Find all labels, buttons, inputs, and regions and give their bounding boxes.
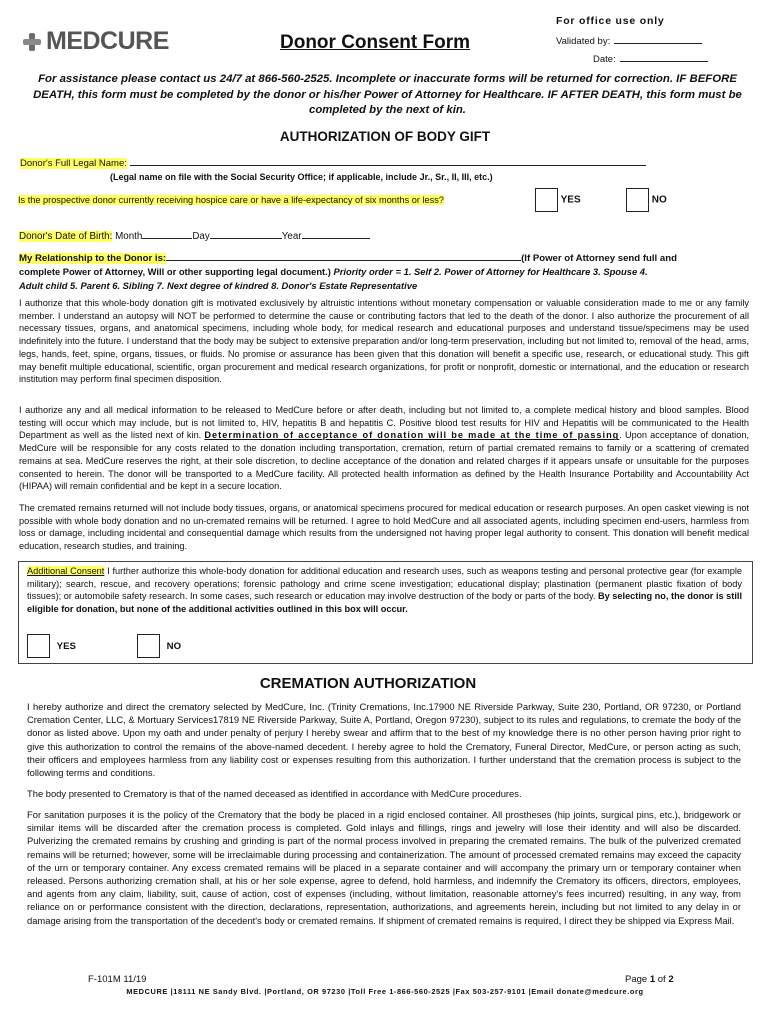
dob-label: Donor's Date of Birth: [19,231,113,242]
page-total: 2 [668,974,674,985]
office-use-label: For office use only [556,15,665,27]
additional-consent-label: Additional Consent [27,566,105,576]
relationship-input[interactable] [166,260,521,261]
hospice-no-option[interactable] [626,188,667,212]
medcure-cross-icon [22,32,42,52]
relationship-label: My Relationship to the Donor is: [19,253,167,264]
full-name-input[interactable] [130,165,646,166]
additional-yes-label: YES [56,640,76,652]
form-number: F-101M 11/19 [88,974,147,985]
hospice-question-row [18,195,444,205]
authorization-paragraph-1: I authorize that this whole-body donation gift is motivated exclusively by altruistic intentions without monetary compensation or valuable consideration made to me or any family member. I understand an autopsy will NOT be performed to determine the cause or contributing factors that led to the death of the donor. I also authorize the procurement of all necessary tissues, organs, and anatomical specimens, including whole body, for medical research and educational purposes and understand tissue/specimens may be used indefinitely into the future. I understand that the body may be subject to extensive preparation and/or long-term preservation, including but not limited to, removal of the head, arms, legs, hands, feet, spine, organs, tissues, or fluids. No promise or assurance has been given that this donation will benefit a specific use, research, or educational study. This gift may benefit multiple educational, scientific, organ procurement and medical research organizations, for profit or nonprofit, domestic or international, and the education or research institution may perform final specimen disposition. [19,298,749,385]
priority-order-2: 3. Spouse 4. [592,266,648,277]
dob-row [19,231,370,242]
authorization-paragraph-3: The cremated remains returned will not include body tissues, organs, or anatomical specimens procured for medical education or research purposes. An open casket viewing is not possible with whole body donation and no un-cremated remains will be returned. I agree to hold MedCure and all associated agents, including specimen end-users, harmless from loss or damage, including incidental and consequential damage which results from the undersigned not having proper legal authority to consent. This donation will benefit medical education, research studies, and training. [19,503,749,552]
authorization-paragraph-2a: I authorize any and all medical information to be released to MedCure before or after death, including but not limited to, a complete medical history and blood samples. Blood testing will occur which may include, but is not limited to, HIV, hepatitis B and hepatitis C. Positive blood test results for HIV and Hepatitis will be communicated to the Health Department as well as the listed next of kin. [19,405,749,441]
validated-by-label: Validated by: [556,36,611,47]
additional-consent-box [18,561,753,664]
hospice-yes-option[interactable] [535,188,581,212]
validated-by-field[interactable] [556,36,702,47]
form-title: Donor Consent Form [280,32,470,53]
relationship-row [19,253,677,264]
dob-year-input[interactable] [302,238,370,239]
relationship-note-1: (If Power of Attorney send full and [521,253,677,264]
intro-notice: For assistance please contact us 24/7 at 866-560-2525. Incomplete or inaccurate forms will be returned for correction. IF BEFORE DEATH, this form must be completed by the donor or his/her Power of Attorney for Healthcare. IF AFTER DEATH, this form must be completed by the next of kin. [33,73,742,116]
footer-contact: MEDCURE |18111 NE Sandy Blvd. |Portland, OR 97230 |Toll Free 1-866-560-2525 |Fax 503-257-9101 |Email donate@medcure.org [126,987,644,996]
additional-no-option[interactable] [137,634,181,658]
full-name-note: (Legal name on file with the Social Security Office; if applicable, include Jr., Sr., II, III, etc.) [110,172,493,182]
office-date-label: Date: [593,54,616,65]
hospice-yes-checkbox[interactable] [535,188,558,212]
cremation-paragraph-1: I hereby authorize and direct the crematory selected by MedCure, Inc. (Trinity Cremations, Inc.17900 NE Riverside Parkway, Suite 230, Portland, OR 97230, or Portland Cremation Center, LLC, & Mortuary Services17819 NE Riverside Parkway, Suite A, Portland, Oregon 97230), subject to its rules and regulations, to cremate the body of the donor as listed above. Upon my oath and under penalty of perjury I hereby swear and affirm that to the best of my knowledge there is no other person having prior right to give this authorization to control the remains of the above-named decedent. I hereby agree to hold the Crematory, Funeral Director, MedCure, or person acting as such, their officers and employees harmless from any liability cost or expenses resulting from this authorization. I further understand that the cremation process is subject to the following terms and conditions. [27,701,741,779]
additional-consent-text: I further authorize this whole-body donation for additional education and research uses, such as weapons testing and personal protective gear (for example military); search, rescue, and recovery operations; forensic pathology and crime scene investigation; educational display; plastination (permanent plastic fixation of body tissues); or automobile safety research. In some cases, such research or education may involve destruction of the body or parts of the body. [27,566,743,602]
hospice-yes-label: YES [560,194,581,206]
hospice-no-label: NO [651,194,667,206]
acceptance-determination-text: Determination of acceptance of donation will be made at the time of passing [204,430,620,441]
authorization-heading: AUTHORIZATION OF BODY GIFT [279,129,491,144]
relationship-note-row [19,266,648,277]
page-label: Page [625,974,648,985]
authorization-paragraph-2b: . Upon acceptance of donation, MedCure will be responsible for any costs related to the donation including transportation, cremation, return of partial cremated remains to family or a scattering of cremated remains at sea. MedCure reserves the right, at their sole discretion, to decline acceptance of the donation and related charges if it appears unsafe or unsuitable for the purposes consented to herein. The donor will be transported to a MedCure facility. All protected health information as defined by the Health Insurance Portability and Accountability Act (HIPAA) will remain confidential and be kept in a secure location. [19,430,749,492]
additional-consent-bold-text: By selecting no, the donor is still eligible for donation, but none of the additional activities outlined in this box will occur. [27,591,742,615]
priority-order-3: Adult child 5. Parent 6. Sibling 7. Next degree of kindred 8. Donor's Estate Representative [19,280,418,291]
full-name-label: Donor's Full Legal Name: [20,158,127,169]
priority-order-1: Priority order = 1. Self 2. Power of Attorney for Healthcare [333,266,591,277]
hospice-no-checkbox[interactable] [626,188,649,212]
page-current: 1 [649,974,656,985]
cremation-heading: CREMATION AUTHORIZATION [259,675,477,692]
page-indicator [625,974,674,985]
full-name-row[interactable] [20,158,646,169]
additional-yes-checkbox[interactable] [27,634,50,658]
cremation-paragraph-3: For sanitation purposes it is the policy of the Crematory that the body be placed in a rigid enclosed container. All prostheses (hip joints, surgical pins, etc.), bridgework or similar items will be discarded after the cremation process is completed. Gold inlays and fillings, rings and jewelry will lose their identity and will also be discarded. Pulverizing the cremated remains by crushing and grinding is part of the normal process involved in preparing the cremated remains. The bulk of the pulverized cremated remains will be returned; however, some will be irreclaimable during processing and containerization. The amount of processed cremated remains may exceed the capacity of the urn or temporary container. Any excess cremated remains will be placed in a separate container and will accompany the primary urn or temporary container when released. Persons authorizing cremation shall, at his or her sole expense, agree to defend, hold harmless, and indemnify the Crematory its officers, directors, employees, and agents from any claim, liability, suit, cause of action, cost of expenses (including, without limitation, reasonable attorney's fees incurred) resulting, in any way, from reliance on or performance consistent with the direction, declarations, representation, authorizations, and agreements herein, including but not limited to any delay in or damage arising from the transportation of the decedent's body or cremated remains. If shipment of cremated remains is required, I direct they be shipped via Express Mail. [27,809,741,926]
dob-month-label: Month [115,231,143,242]
additional-no-label: NO [166,640,182,652]
dob-year-label: Year [281,231,302,242]
cremation-paragraph-2: The body presented to Crematory is that of the named deceased as identified in accordance with MedCure procedures. [27,788,522,799]
hospice-question: Is the prospective donor currently receiving hospice care or have a life-expectancy of six months or less? [18,195,444,205]
office-date-field[interactable] [593,54,708,65]
dob-month-input[interactable] [142,238,192,239]
additional-no-checkbox[interactable] [137,634,160,658]
additional-yes-option[interactable] [27,634,76,658]
dob-day-input[interactable] [210,238,282,239]
additional-consent-text-block [27,565,742,616]
medcure-logo [22,27,169,56]
page-of: of [657,974,666,985]
dob-day-label: Day [192,231,210,242]
authorization-paragraph-2 [19,404,749,493]
relationship-note-2: complete Power of Attorney, Will or other supporting legal document.) [19,266,331,277]
logo-text: MEDCURE [46,27,169,55]
